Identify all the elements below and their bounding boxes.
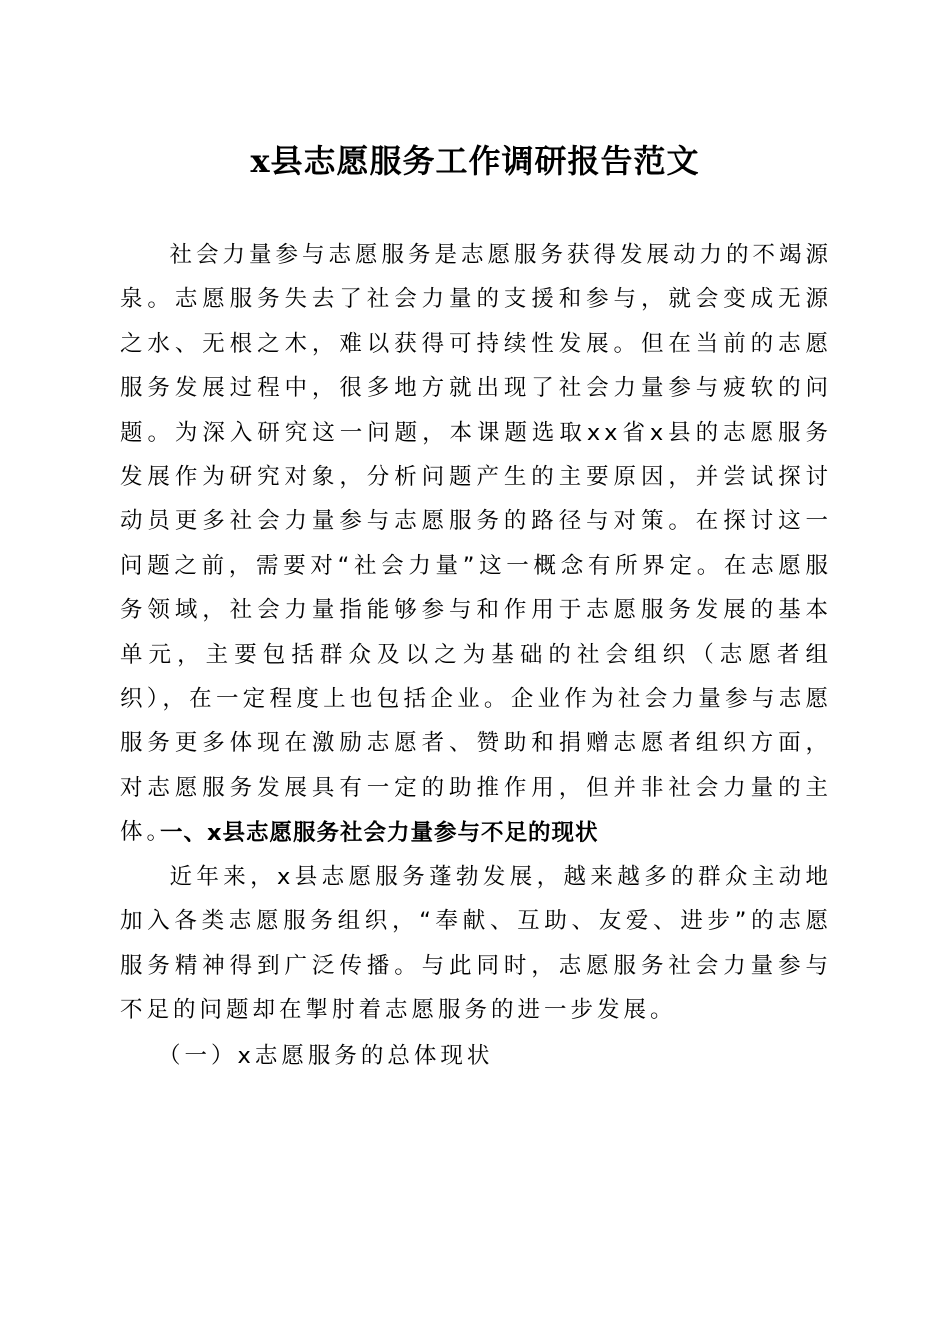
- intro-paragraph: 社会力量参与志愿服务是志愿服务获得发展动力的不竭源泉。志愿服务失去了社会力量的支援和参与，就会变成无源之水、无根之木，难以获得可持续性发展。但在当前的志愿服务发展过程中，很多地方就出现了社会力量参与疲软的问题。为深入研究这一问题，本课题选取xx省x县的志愿服务发展作为研究对象，分析问题产生的主要原因，并尝试探讨动员更多社会力量参与志愿服务的路径与对策。在探讨这一问题之前，需要对“社会力量”这一概念有所界定。在志愿服务领域，社会力量指能够参与和作用于志愿服务发展的基本单元，主要包括群众及以之为基础的社会组织（志愿者组织），在一定程度上也包括企业。企业作为社会力量参与志愿服务更多体现在激励志愿者、赞助和捐赠志愿者组织方面，对志愿服务发展具有一定的助推作用，但并非社会力量的主体。: [120, 242, 833, 846]
- subsection-heading-1: （一）x志愿服务的总体现状: [158, 1043, 494, 1069]
- document-title: x县志愿服务工作调研报告范文: [250, 142, 700, 180]
- section-heading-1: 一、x县志愿服务社会力量参与不足的现状: [160, 820, 599, 846]
- section-paragraph-1: 近年来，x县志愿服务蓬勃发展，越来越多的群众主动地加入各类志愿服务组织，“奉献、互助、友爱、进步”的志愿服务精神得到广泛传播。与此同时，志愿服务社会力量参与不足的问题却在掣肘着志愿服务的进一步发展。: [120, 864, 832, 1024]
